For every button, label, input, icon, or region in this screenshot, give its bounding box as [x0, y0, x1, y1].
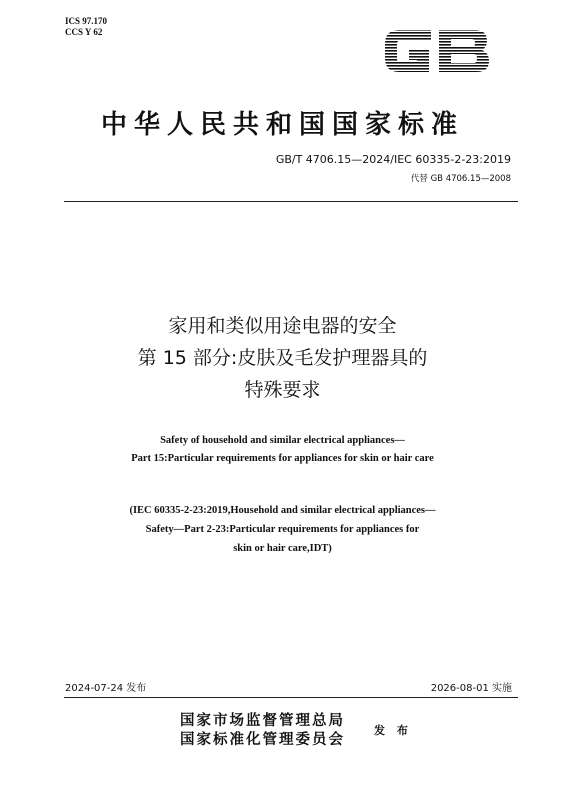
gb-logo — [379, 20, 493, 82]
equivalence-line-3: skin or hair care,IDT) — [233, 543, 332, 554]
en-title-line-2: Part 15:Particular requirements for appliances for skin or hair care — [131, 453, 434, 464]
issuing-authorities — [180, 711, 345, 749]
en-title-line-1: Safety of household and similar electrical appliances— — [160, 435, 405, 446]
issuer-samr: 国家市场监督管理总局 — [180, 712, 345, 729]
ics-code: ICS 97.170 — [65, 16, 108, 26]
bottom-divider — [64, 697, 518, 698]
standard-type-title: 中华人民共和国国家标准 — [100, 110, 464, 140]
cn-title-line-2: 第 15 部分:皮肤及毛发护理器具的 — [137, 347, 428, 369]
equivalence-line-1: (IEC 60335-2-23:2019,Household and similar electrical appliances— — [129, 505, 436, 516]
issuer-sac: 国家标准化管理委员会 — [180, 731, 345, 748]
equivalence-line-2: Safety—Part 2-23:Particular requirements for appliances for — [145, 524, 420, 535]
cn-title-line-1: 家用和类似用途电器的安全 — [168, 315, 397, 337]
publish-label: 发 布 — [374, 724, 412, 737]
standard-number: GB/T 4706.15—2024/IEC 60335-2-23:2019 — [275, 153, 511, 166]
replaces-note: 代替 GB 4706.15—2008 — [410, 174, 511, 184]
top-divider — [64, 201, 518, 202]
issue-date: 2024-07-24 发布 — [65, 683, 147, 694]
ccs-code: CCS Y 62 — [65, 27, 103, 37]
implement-date: 2026-08-01 实施 — [430, 683, 512, 694]
cn-title-line-3: 特殊要求 — [244, 379, 321, 401]
classification-codes — [65, 16, 107, 38]
